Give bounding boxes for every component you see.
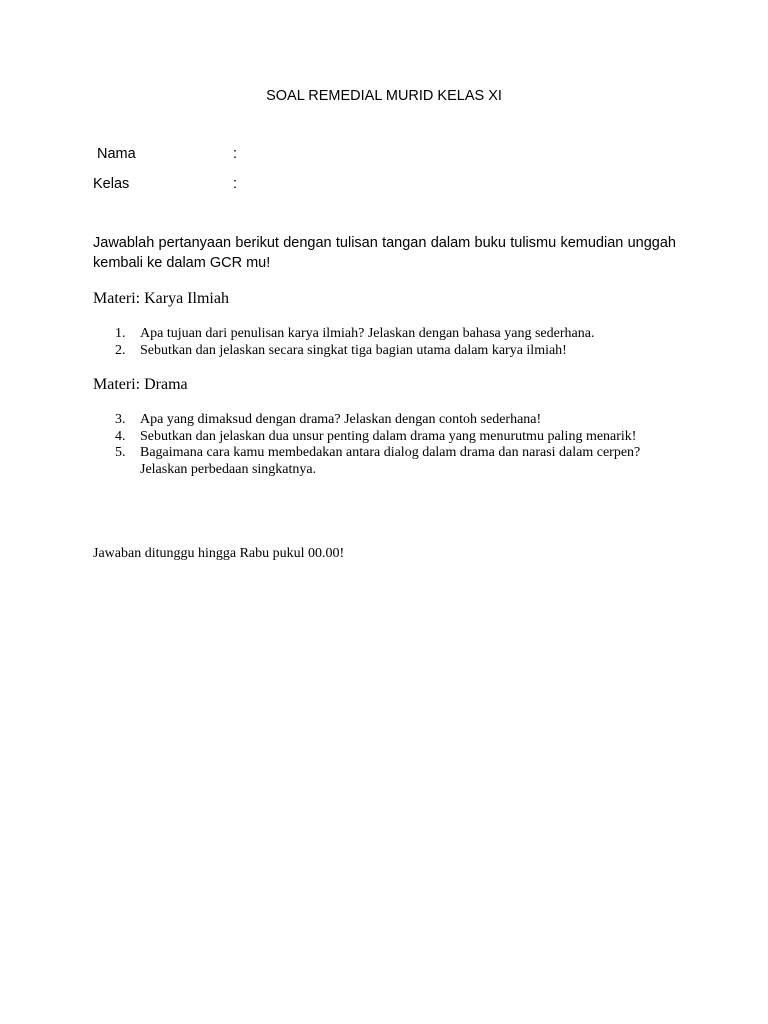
- question-item: [93, 412, 653, 429]
- section-heading-drama: Materi: Drama: [93, 376, 188, 393]
- question-item: [93, 343, 676, 360]
- question-number: 2.: [115, 342, 126, 358]
- question-item: [93, 445, 653, 478]
- name-field-colon: :: [233, 146, 238, 162]
- question-text: Sebutkan dan jelaskan dua unsur penting dalam drama yang menurutmu paling menarik!: [140, 428, 637, 444]
- question-number: 3.: [115, 412, 126, 427]
- question-item: [93, 429, 653, 446]
- question-text: Apa yang dimaksud dengan drama? Jelaskan dengan contoh sederhana!: [140, 412, 542, 427]
- question-text: Apa tujuan dari penulisan karya ilmiah? Jelaskan dengan bahasa yang sederhana.: [140, 326, 595, 341]
- question-list-karya-ilmiah: [93, 326, 676, 359]
- question-number: 4.: [115, 428, 126, 444]
- question-text: Bagaimana cara kamu membedakan antara dialog dalam drama dan narasi dalam cerpen? Jelaskan perbedaan singkatnya.: [140, 445, 641, 477]
- document-title: SOAL REMEDIAL MURID KELAS XI: [266, 88, 502, 104]
- name-field: [97, 146, 237, 162]
- question-list-drama: [93, 412, 653, 478]
- question-number: 1.: [115, 326, 126, 341]
- question-text: Sebutkan dan jelaskan secara singkat tiga bagian utama dalam karya ilmiah!: [140, 342, 567, 358]
- section-heading-karya-ilmiah: Materi: Karya Ilmiah: [93, 290, 229, 307]
- class-field-colon: :: [233, 176, 238, 192]
- class-field-label: Kelas: [93, 176, 130, 192]
- question-number: 5.: [115, 445, 126, 460]
- deadline-note: Jawaban ditunggu hingga Rabu pukul 00.00!: [93, 546, 345, 561]
- name-field-label: Nama: [97, 146, 136, 162]
- instruction-text: Jawablah pertanyaan berikut dengan tulisan tangan dalam buku tulismu kemudian unggah kembali ke dalam GCR mu!: [93, 235, 676, 271]
- question-item: [93, 326, 676, 343]
- class-field: [93, 176, 237, 192]
